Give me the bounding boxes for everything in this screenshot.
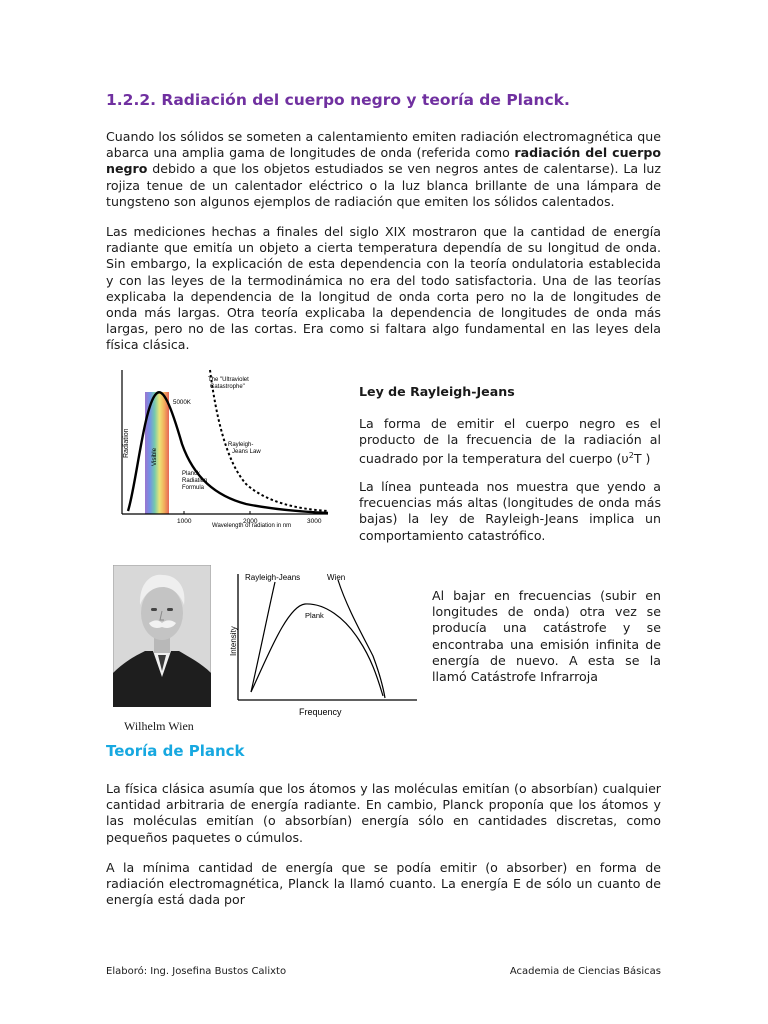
paragraph-measurements: Las mediciones hechas a finales del siglo XIX mostraron que la cantidad de energía radiante que emitía un objeto a cierta temperatura dependía de su longitud de onda. Sin embargo, la explicación de esta dependencia con la teoría ondulatoria establecida y con las leyes de la termodinámica no era del todo satisfactoria. Una de las teorías explicaba la dependencia de la longitud de onda corta pero no la de longitudes de onda más largas. Otra teoría explicaba la dependencia de longitudes de onda más largas, pero no de las cortas. Era como si faltara algo fundamental en las leyes dela física clásica. <box>106 224 661 353</box>
rayleigh-jeans-heading: Ley de Rayleigh-Jeans <box>359 384 515 399</box>
paragraph-classical-physics: La física clásica asumía que los átomos y las moléculas emitían (o absorbían) cualquier cantidad arbitraria de energía radiante. En cambio, Planck proponía que los átomos y las moléculas emitían (o absorbían) energía sólo en cantidades discretas, como pequeños paquetes o cúmulos. <box>106 781 661 845</box>
fig1-tick-3000: 3000 <box>307 518 322 525</box>
rj-p1-text: La forma de emitir el cuerpo negro es el producto de la frecuencia de la radiación al cuadrado por la temperatura del cuerpo ( <box>359 416 661 467</box>
fig2-rayleigh-jeans-curve <box>251 582 275 692</box>
fig2-label-plank: Plank <box>305 611 324 620</box>
nu-superscript: 2 <box>628 451 634 461</box>
rayleigh-jeans-paragraph <box>359 416 661 468</box>
footer-author: Elaboró: Ing. Josefina Bustos Calixto <box>106 966 287 977</box>
portrait-caption: Wilhelm Wien <box>124 719 194 733</box>
fig1-tick-1000: 1000 <box>177 518 192 525</box>
blackbody-radiation-figure <box>116 366 338 531</box>
paragraph-blackbody <box>106 129 661 210</box>
rj-p1-end: T ) <box>633 451 651 467</box>
wilhelm-wien-portrait <box>113 565 211 707</box>
fig1-ylabel: Radiation <box>123 428 130 458</box>
rayleigh-jeans-dotted-curve <box>210 370 328 511</box>
footer-academy: Academia de Ciencias Básicas <box>509 966 661 977</box>
fig1-xlabel: Wavelength of radiation in nm <box>212 523 292 529</box>
fig1-label-planck-2: Radiation <box>182 478 208 484</box>
fig1-tick-2000: 2000 <box>243 518 258 525</box>
infrared-catastrophe-paragraph: Al bajar en frecuencias (subir en longitudes de onda) otra vez se producía una catástrofe y se encontraba una emisión infinita de energía de nuevo. A esta se la llamó Catástrofe Infrarroja <box>432 588 661 685</box>
planck-theory-heading: Teoría de Planck <box>106 742 245 760</box>
fig2-xlabel: Frequency <box>299 707 342 717</box>
fig1-label-rj-1: Rayleigh- <box>228 442 254 448</box>
fig1-label-temp: 5000K <box>173 399 191 406</box>
intensity-frequency-figure <box>227 568 419 718</box>
fig1-label-planck-1: Planck <box>182 471 201 477</box>
dotted-line-paragraph: La línea punteada nos muestra que yendo a frecuencias más altas (longitudes de onda más bajas) la ley de Rayleigh-Jeans implica un comportamiento catastrófico. <box>359 479 661 543</box>
fig2-ylabel: Intensity <box>229 626 238 656</box>
fig1-label-planck-3: Formula <box>182 485 205 491</box>
paragraph-quantum: A la mínima cantidad de energía que se podía emitir (o absorber) en forma de radiación electromagnética, Planck la llamó cuanto. La energía E de sólo un cuanto de energía está dada por <box>106 860 661 908</box>
p1-text-post: debido a que los objetos estudiados se ven negros antes de calentarse). La luz rojiza tenue de un calentador eléctrico o la luz blanca brillante de una lámpara de tungsteno son algunos ejemplos de radiación que emiten los sólidos calentados. <box>106 161 661 209</box>
fig1-label-uv-1: The "Ultraviolet <box>208 377 249 383</box>
fig1-label-visible: Visible <box>151 447 158 466</box>
nu-symbol: υ <box>621 451 629 467</box>
fig1-label-uv-2: Catastrophe" <box>210 384 245 390</box>
fig2-label-wien: Wien <box>327 573 346 582</box>
fig2-label-rj: Rayleigh-Jeans <box>245 573 301 582</box>
p1-bold-term: radiación del cuerpo negro <box>106 145 661 177</box>
p1-text-pre: Cuando los sólidos se someten a calentamiento emiten radiación electromagnética que abarca una amplia gama de longitudes de onda (referida como <box>106 129 661 161</box>
fig1-label-rj-2: Jeans Law <box>232 449 261 455</box>
section-title: 1.2.2. Radiación del cuerpo negro y teoría de Planck. <box>106 91 570 109</box>
